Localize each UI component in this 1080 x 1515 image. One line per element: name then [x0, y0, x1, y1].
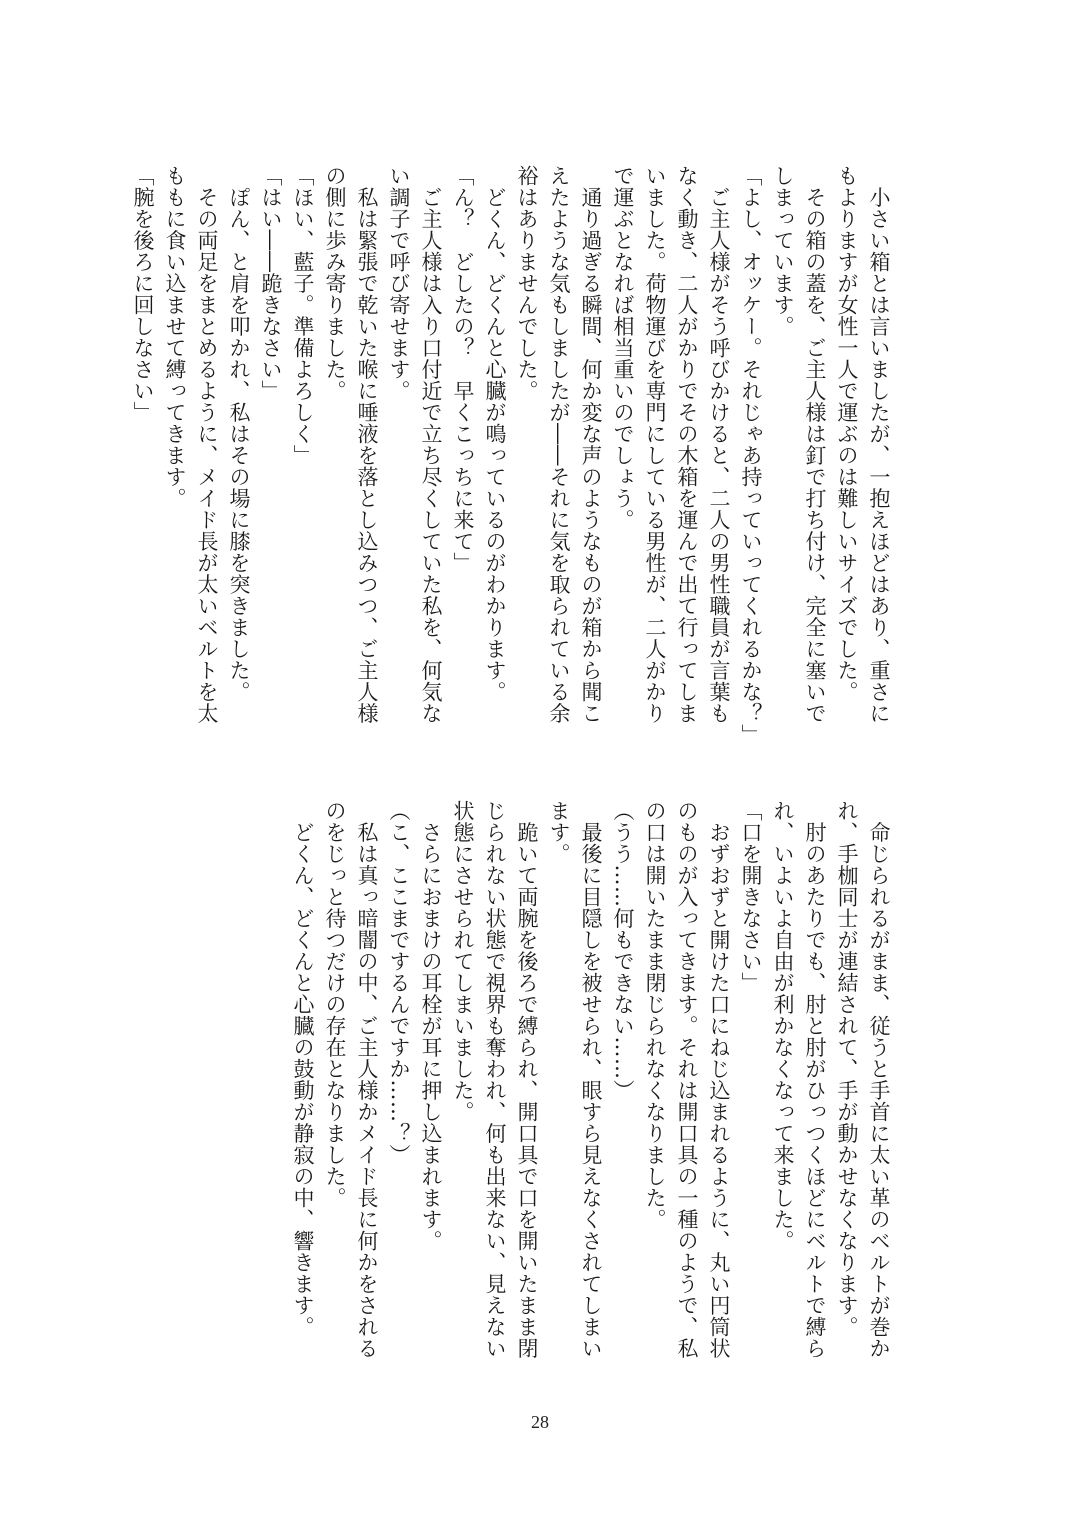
text-line: 命じられるがまま、従うと手首に太い革のベルトが巻か — [867, 800, 891, 1359]
text-line: 「ん？ どしたの？ 早くこっちに来て」 — [451, 165, 475, 574]
text-line: さらにおまけの耳栓が耳に押し込まれます。 — [419, 800, 443, 1252]
text-line: （こ、ここまでするんですか……？） — [387, 800, 411, 1166]
lower-text-block — [291, 800, 895, 1385]
text-line: ます。 — [547, 800, 571, 865]
text-line: 私は真っ暗闇の中、ご主人様かメイド長に何かをされる — [355, 800, 379, 1359]
text-line: どくん、どくんと心臓の鼓動が静寂の中、響きます。 — [291, 800, 315, 1338]
text-line: の口は開いたまま閉じられなくなりました。 — [643, 800, 667, 1230]
text-line: れ、手枷同士が連結されて、手が動かせなくなります。 — [835, 800, 859, 1338]
text-line: ご主人様は入り口付近で立ち尽くしていた私を、何気な — [419, 165, 443, 724]
text-line: 「はい――跪きなさい」 — [259, 165, 283, 402]
text-line: 通り過ぎる瞬間、何か変な声のようなものが箱から聞こ — [579, 165, 603, 724]
text-line: ぽん、と肩を叩かれ、私はその場に膝を突きました。 — [227, 165, 251, 703]
text-line: 状態にさせられてしまいました。 — [451, 800, 475, 1123]
text-line: 裕はありませんでした。 — [515, 165, 539, 402]
text-line: のものが入ってきます。それは開口具の一種のようで、私 — [675, 800, 699, 1359]
text-line: 跪いて両腕を後ろで縛られ、開口具で口を開いたまま閉 — [515, 800, 539, 1359]
text-line: 小さい箱とは言いましたが、一抱えほどはあり、重さに — [867, 165, 891, 724]
text-line: その両足をまとめるように、メイド長が太いベルトを太 — [195, 165, 219, 724]
text-line: の側に歩み寄りました。 — [323, 165, 347, 402]
text-line: 「腕を後ろに回しなさい」 — [131, 165, 155, 423]
text-line: のをじっと待つだけの存在となりました。 — [323, 800, 347, 1209]
text-line: ご主人様がそう呼びかけると、二人の男性職員が言葉も — [707, 165, 731, 724]
text-line: どくん、どくんと心臓が鳴っているのがわかります。 — [483, 165, 507, 703]
text-line: 「口を開きなさい」 — [739, 800, 763, 994]
text-line: もよりますが女性一人で運ぶのは難しいサイズでした。 — [835, 165, 859, 703]
text-line: いました。荷物運びを専門にしている男性が、二人がかり — [643, 165, 667, 724]
text-line: 私は緊張で乾いた喉に唾液を落とし込みつつ、ご主人様 — [355, 165, 379, 724]
text-line: その箱の蓋を、ご主人様は釘で打ち付け、完全に塞いで — [803, 165, 827, 724]
text-line: ももに食い込ませて縛ってきます。 — [163, 165, 187, 509]
text-line: しまっています。 — [771, 165, 795, 337]
text-line: えたような気もしましたが――それに気を取られている余 — [547, 165, 571, 724]
text-line: （うう……何もできない……） — [611, 800, 635, 1101]
text-line: じられない状態で視界も奪われ、何も出来ない、見えない — [483, 800, 507, 1359]
text-line: で運ぶとなれば相当重いのでしょう。 — [611, 165, 635, 531]
text-line: 「よし、オッケー。それじゃあ持っていってくれるかな？」 — [739, 165, 763, 746]
page-number: 28 — [531, 1412, 549, 1432]
text-line: 肘のあたりでも、肘と肘がひっつくほどにベルトで縛ら — [803, 800, 827, 1359]
text-line: れ、いよいよ自由が利かなくなって来ました。 — [771, 800, 795, 1252]
text-line: 「ほい、藍子。準備よろしく」 — [291, 165, 315, 466]
text-line: 最後に目隠しを被せられ、眼すら見えなくされてしまい — [579, 800, 603, 1359]
text-line: おずおずと開けた口にねじ込まれるように、丸い円筒状 — [707, 800, 731, 1359]
text-line: なく動き、二人がかりでその木箱を運んで出て行ってしま — [675, 165, 699, 724]
text-line: い調子で呼び寄せます。 — [387, 165, 411, 402]
upper-text-block — [131, 165, 895, 750]
